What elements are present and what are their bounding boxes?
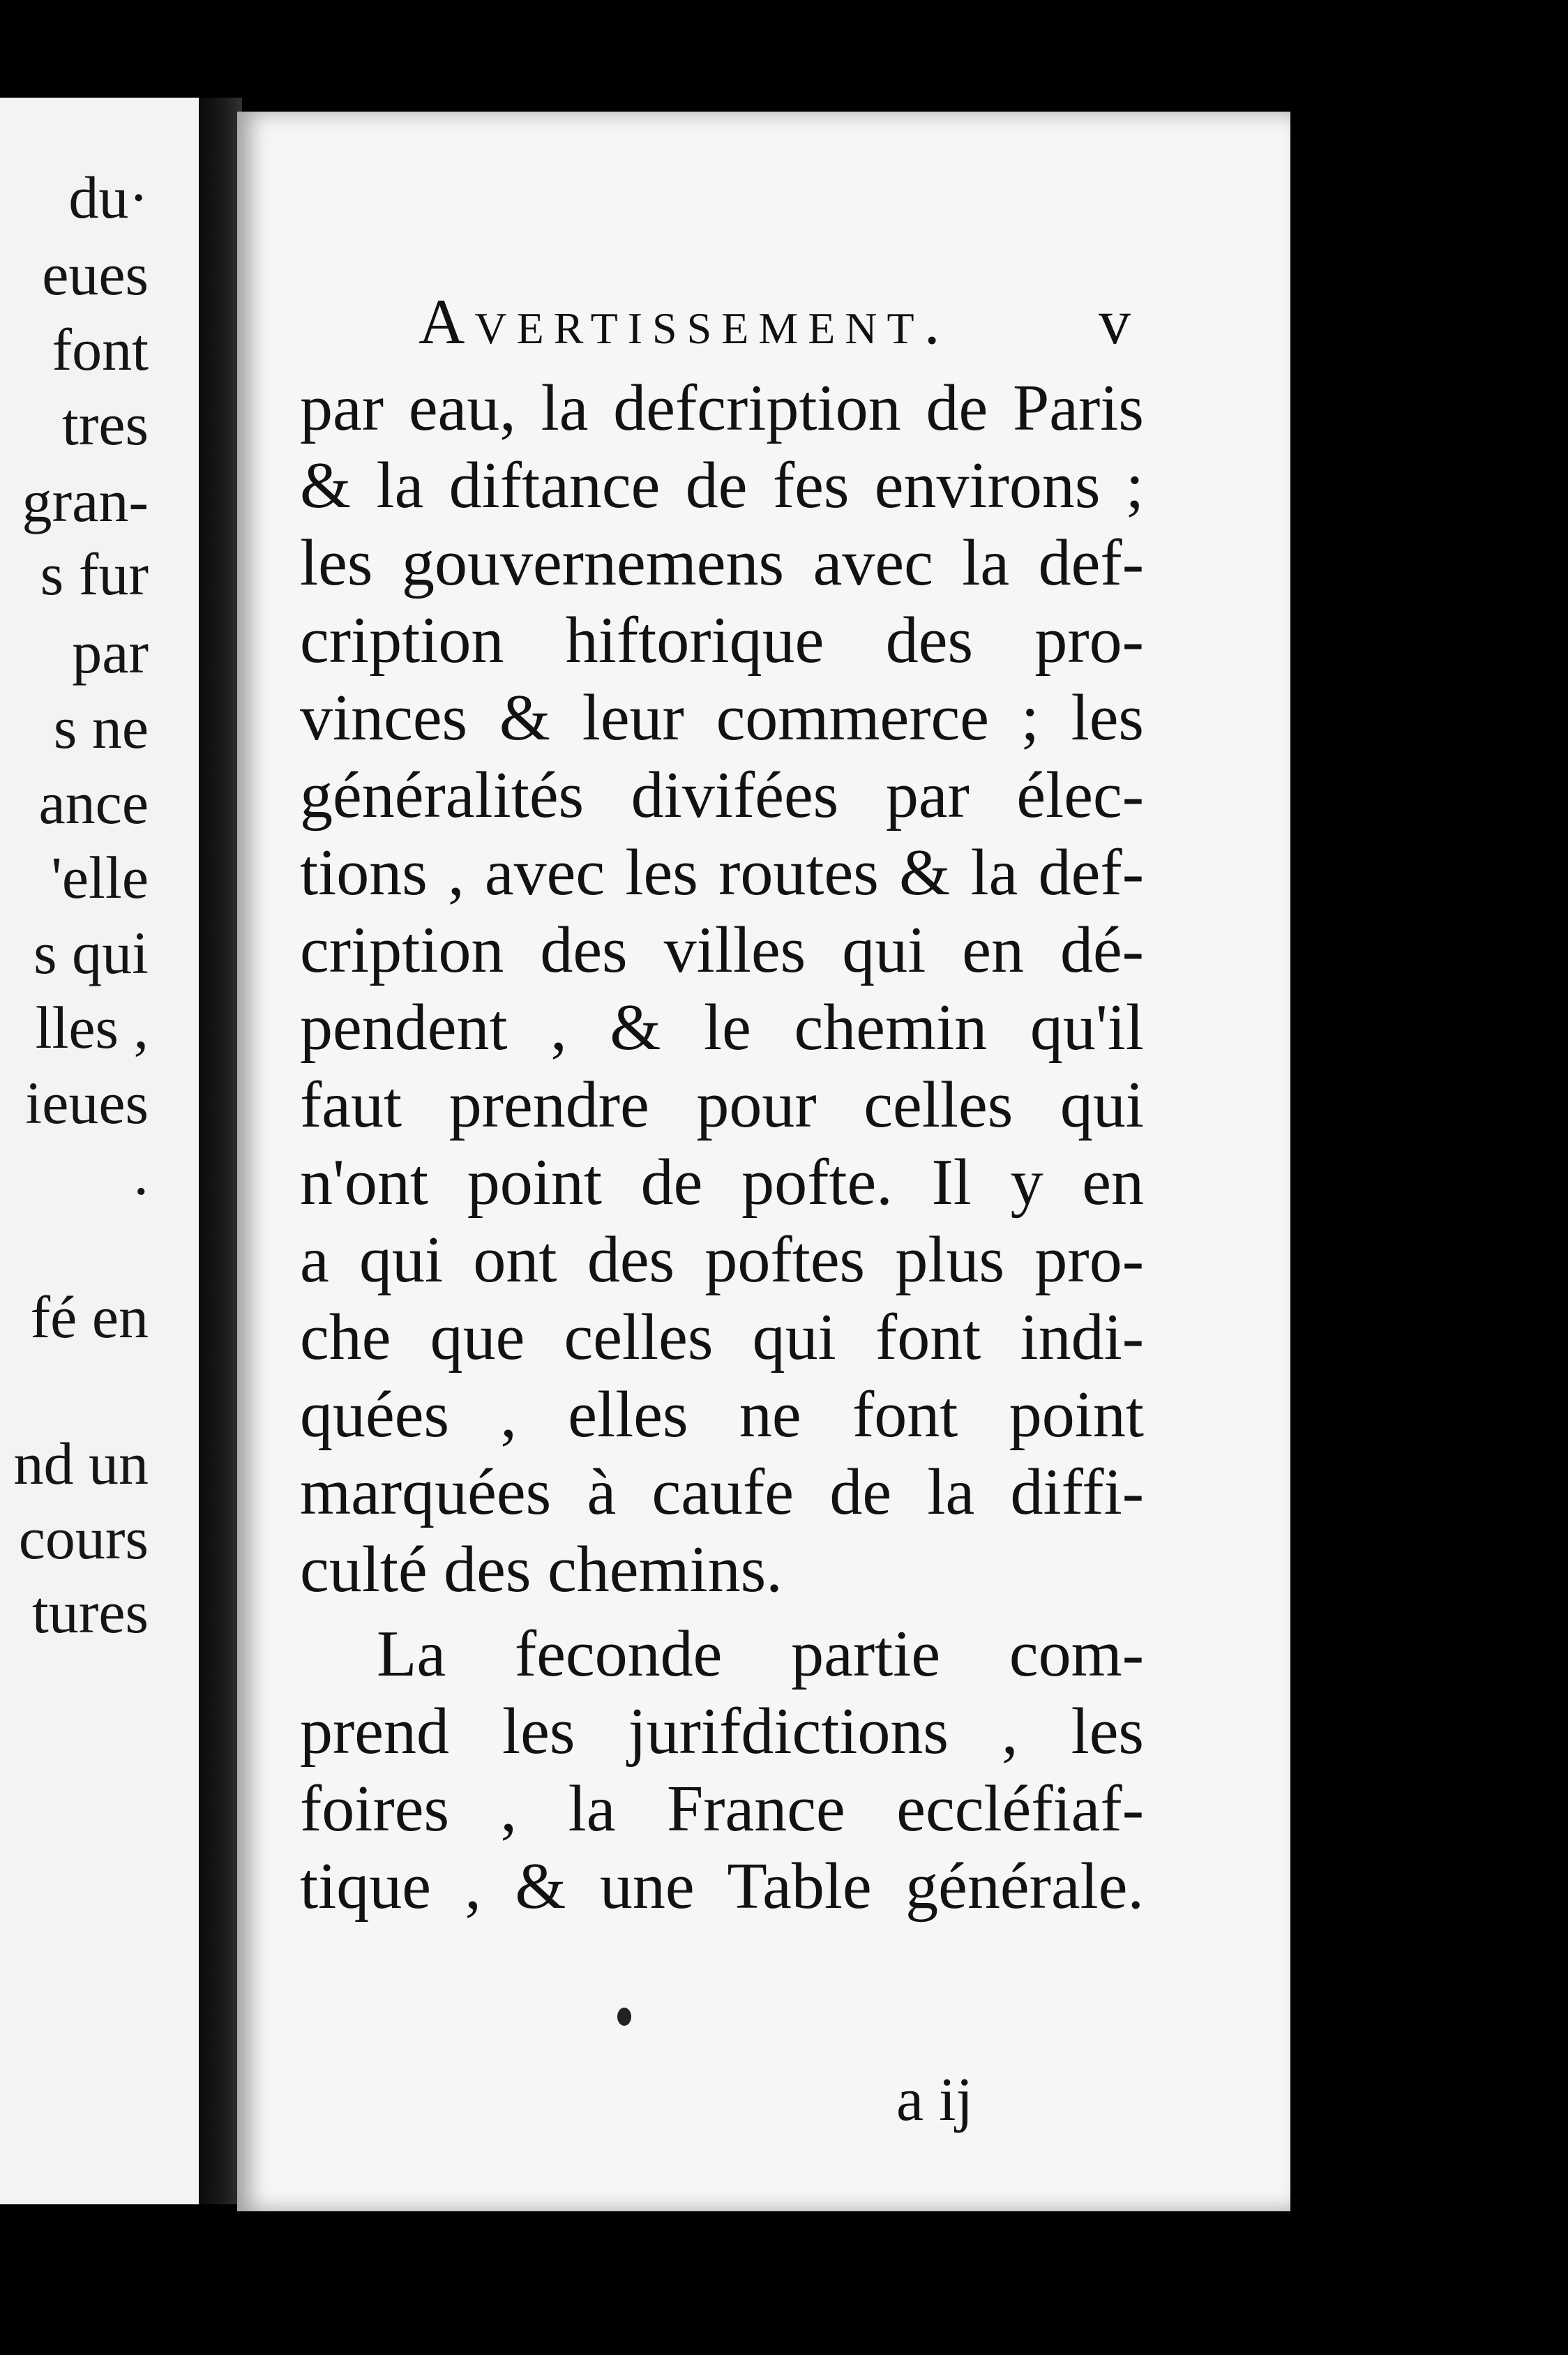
text-line: vinces & leur commerce ; les [300,682,1144,754]
left-page-line: lles , [35,994,149,1061]
text-line: foires , la France eccléfiaf- [300,1773,1144,1845]
text-line: prend les jurifdictions , les [300,1695,1144,1768]
text-line: a qui ont des poftes plus pro- [300,1224,1144,1296]
left-page-line: gran- [22,467,149,534]
text-line: par eau, la defcription de Paris [300,372,1144,444]
running-head-title: Avertissement. [419,286,950,357]
left-page-line: nd un [13,1430,149,1497]
left-page-line: ieues [25,1069,149,1136]
left-page-line: cours [18,1505,149,1572]
text-line: généralités divifées par élec- [300,759,1144,832]
left-page-line: ance [38,769,149,836]
left-page-line: s ne [53,694,149,761]
text-line: cription des villes qui en dé- [300,914,1144,986]
text-line: tions , avec les routes & la def- [300,836,1144,909]
left-page-line: font [52,316,149,383]
left-page-line: du· [68,164,149,231]
text-line: che que celles qui font indi- [300,1301,1144,1374]
text-line: pendent , & le chemin qu'il [300,991,1144,1064]
left-page-line: par [72,619,149,686]
left-page-line: tures [31,1579,149,1646]
left-page-line: tres [61,391,149,458]
text-line: & la diftance de fes environs ; [300,449,1144,522]
text-line: culté des chemins. [300,1533,783,1606]
text-line: les gouvernemens avec la def- [300,527,1144,599]
running-head [419,285,1140,359]
text-line: faut prendre pour celles qui [300,1069,1144,1141]
page-number: v [1099,286,1140,357]
book-gutter [199,98,242,2204]
left-page-line: s fur [40,541,149,608]
left-page-line: 'elle [51,844,149,911]
ink-speck [617,2008,631,2026]
signature-mark: a ij [896,2066,973,2134]
text-line: La feconde partie com- [377,1618,1144,1690]
body-text [300,370,1144,1925]
left-page-line: eues [42,241,149,308]
left-page-line: fé en [30,1284,149,1350]
left-page-line: . [133,1141,149,1207]
right-page [237,112,1290,2211]
text-line: marquées à caufe de la diffi- [300,1456,1144,1528]
text-line: cription hiftorique des pro- [300,604,1144,677]
text-line: quées , elles ne font point [300,1378,1144,1451]
text-line: n'ont point de pofte. Il y en [300,1146,1144,1219]
left-page-fragment [0,98,199,2204]
left-page-line: s qui [33,919,149,986]
text-line: tique , & une Table générale. [300,1850,1144,1923]
